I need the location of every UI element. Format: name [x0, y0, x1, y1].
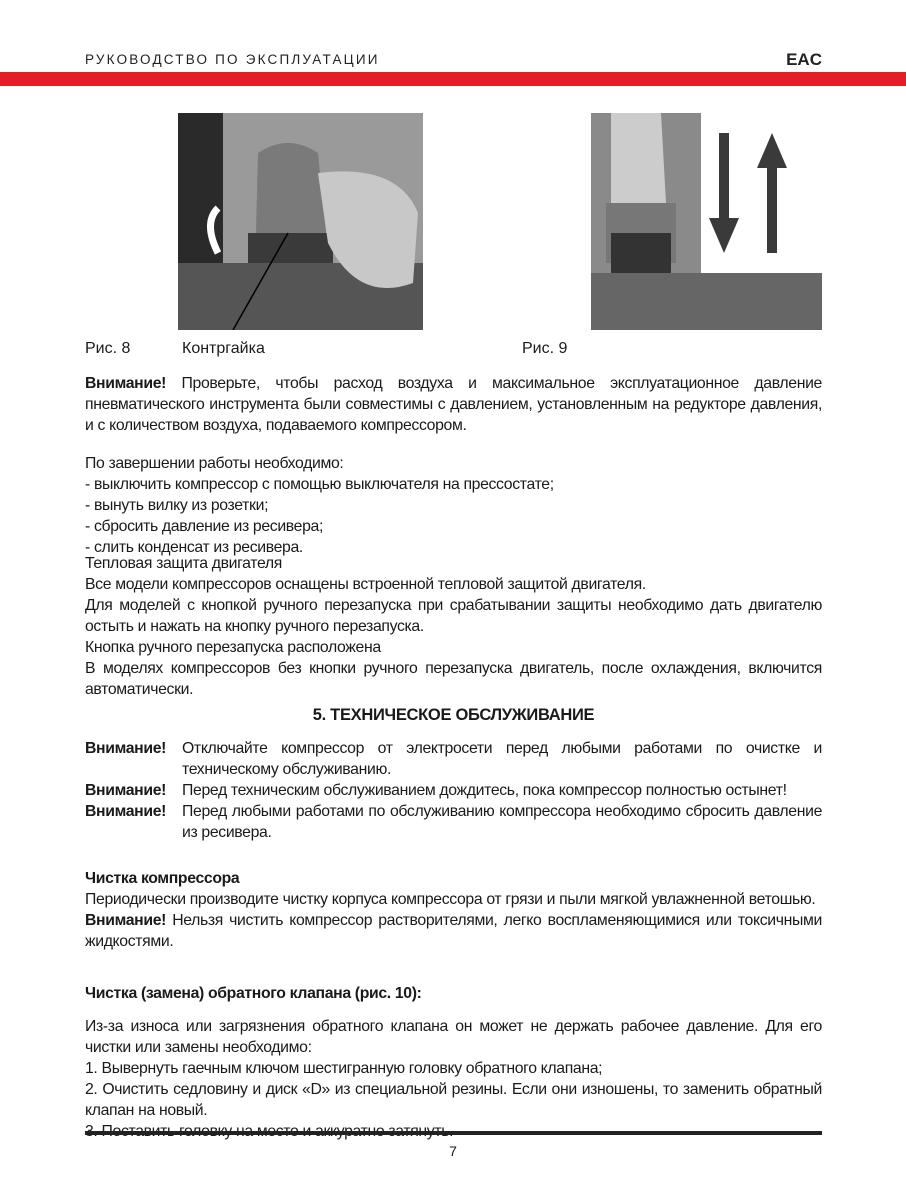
pressure-regulator-push-image: [591, 113, 822, 330]
after-work-intro: По завершении работы необходимо:: [85, 455, 344, 472]
page-number: 7: [449, 1143, 457, 1159]
thermal-heading: Тепловая защита двигателя: [85, 555, 282, 572]
footer-rule: [85, 1131, 822, 1135]
cleaning-section: [85, 868, 822, 952]
list-item: - вынуть вилку из розетки;: [85, 497, 269, 514]
pressure-regulator-knob-image: [178, 113, 423, 330]
valve-heading: Чистка (замена) обратного клапана (рис. 10):: [85, 985, 422, 1002]
figure-8-photo: [178, 113, 423, 330]
warning-text: Отключайте компрессор от электросети перед любыми работами по очистке и техническому обслуживанию.: [182, 740, 822, 778]
attention-text: Проверьте, чтобы расход воздуха и максимальное эксплуатационное давление пневматического инструмента были совместимы с давлением, установленным на редукторе давления, и с количеством воздуха, подаваемого компрессором.: [85, 375, 822, 434]
header-title: РУКОВОДСТВО ПО ЭКСПЛУАТАЦИИ: [85, 52, 380, 67]
valve-step: 2. Очистить седловину и диск «D» из специальной резины. Если они изношены, то заменить обратный клапан на новый.: [85, 1081, 822, 1119]
figure-9-photo: [591, 113, 822, 330]
cleaning-warning: Нельзя чистить компрессор растворителями, легко воспламеняющимися или токсичными жидкостями.: [85, 912, 822, 950]
maintenance-warnings: [85, 738, 822, 843]
thermal-text: Кнопка ручного перезапуска расположена: [85, 639, 381, 656]
thermal-text: Для моделей с кнопкой ручного перезапуска при срабатывании защиты необходимо дать двигателю остыть и нажать на кнопку ручного перезапуска.: [85, 597, 822, 635]
warning-text: Перед техническим обслуживанием дождитесь, пока компрессор полностью остынет!: [182, 782, 787, 799]
warning-item: [85, 738, 822, 780]
list-item: - сбросить давление из ресивера;: [85, 518, 324, 535]
header-red-bar: [0, 72, 906, 86]
list-item: - выключить компрессор с помощью выключателя на прессостате;: [85, 476, 554, 493]
after-work-list: [85, 453, 822, 558]
locknut-label: Контргайка: [182, 340, 265, 357]
warning-item: [85, 801, 822, 843]
warning-text: Перед любыми работами по обслуживанию компрессора необходимо сбросить давление из ресивера.: [182, 803, 822, 841]
cleaning-heading: Чистка компрессора: [85, 870, 240, 887]
valve-intro: Из-за износа или загрязнения обратного клапана он может не держать рабочее давление. Для его чистки или замены необходимо:: [85, 1018, 822, 1056]
section-title: 5. ТЕХНИЧЕСКОЕ ОБСЛУЖИВАНИЕ: [312, 706, 595, 724]
attention-label: Внимание!: [85, 375, 167, 392]
thermal-protection-section: [85, 553, 822, 700]
attention-label: Внимание!: [85, 803, 167, 820]
attention-label: Внимание!: [85, 782, 167, 799]
attention-paragraph: [85, 373, 822, 436]
valve-step: 1. Вывернуть гаечным ключом шестигранную головку обратного клапана;: [85, 1060, 603, 1077]
list-item: - слить конденсат из ресивера.: [85, 539, 303, 556]
valve-section: [85, 983, 822, 1142]
figure-8-caption: Рис. 8: [85, 340, 131, 357]
eac-mark: EAC: [786, 50, 822, 69]
thermal-text: Все модели компрессоров оснащены встроенной тепловой защитой двигателя.: [85, 576, 646, 593]
attention-label: Внимание!: [85, 740, 167, 757]
cleaning-text: Периодически производите чистку корпуса компрессора от грязи и пыли мягкой увлажненной ветошью.: [85, 891, 816, 908]
figure-9-caption: Рис. 9: [522, 340, 568, 357]
warning-item: [85, 780, 822, 801]
attention-label: Внимание!: [85, 912, 167, 929]
thermal-text: В моделях компрессоров без кнопки ручного перезапуска двигатель, после охлаждения, включится автоматически.: [85, 660, 822, 698]
